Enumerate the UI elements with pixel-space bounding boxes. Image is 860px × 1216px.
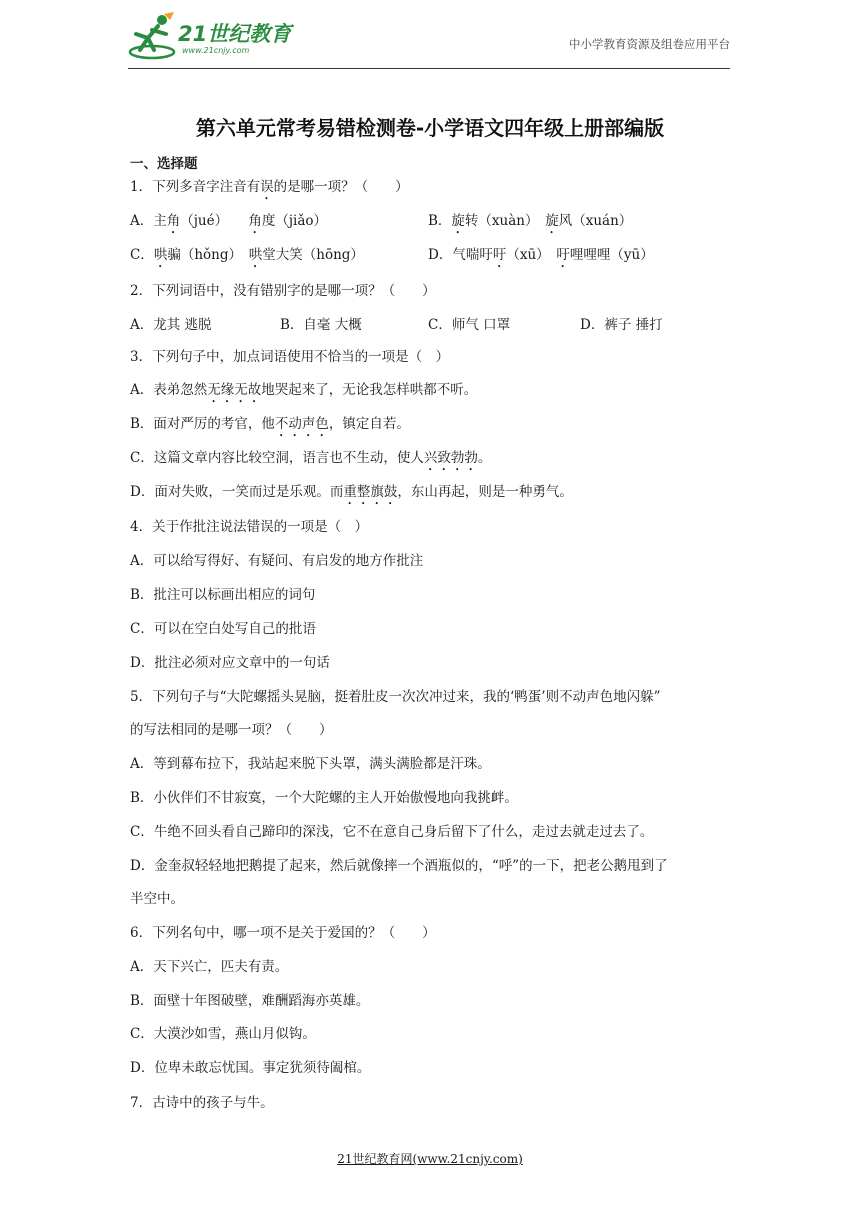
q2-option-a: A．龙其 逃脱 [130,317,212,333]
emphasized-phrase: 重整旗鼓 [343,484,398,500]
q5-option-c: C．牛绝不回头看自己蹄印的深浅，它不在意自己身后留下了什么，走过去就走过去了。 [130,824,654,840]
q2-option-c: C．师气 口罩 [428,317,511,333]
platform-label: 中小学教育资源及组卷应用平台 [569,37,730,51]
emphasized-phrase: 兴致勃勃 [423,450,478,466]
q2-stem: 2．下列词语中，没有错别字的是哪一项？（ ） [130,283,436,299]
q6-option-c: C．大漠沙如雪，燕山月似钩。 [130,1026,316,1042]
q2-option-b: B．自毫 大概 [280,317,362,333]
brand-logo[interactable] [128,12,303,64]
brand-name: 21世纪教育 [178,22,292,46]
q1-option-a: A．主角（jué） 角度（jiǎo） [130,213,328,229]
q1-stem: 1．下列多音字注音有误的是哪一项？（ ） [130,179,409,195]
q3-option-c: C．这篇文章内容比较空洞，语言也不生动，使人兴致勃勃。 [130,450,492,466]
q6-option-d: D．位卑未敢忘忧国。事定犹须待阖棺。 [130,1060,371,1076]
q5-option-b: B．小伙伴们不甘寂寞，一个大陀螺的主人开始傲慢地向我挑衅。 [130,790,518,806]
q4-option-a: A．可以给写得好、有疑问、有启发的地方作批注 [130,553,424,569]
q5-stem-line2: 的写法相同的是哪一项？（ ） [130,722,333,738]
q3-stem: 3．下列句子中，加点词语使用不恰当的一项是（ ） [130,349,450,365]
q1-option-b: B．旋转（xuàn） 旋风（xuán） [428,213,633,229]
q4-stem: 4．关于作批注说法错误的一项是（ ） [130,519,369,535]
q6-stem: 6．下列名句中，哪一项不是关于爱国的？（ ） [130,925,436,941]
page-header [128,10,730,69]
q4-option-b: B．批注可以标画出相应的词句 [130,587,316,603]
q3-option-b: B．面对严厉的考官，他不动声色，镇定自若。 [130,416,410,432]
q4-option-d: D．批注必须对应文章中的一句话 [130,655,330,671]
document-title: 第六单元常考易错检测卷-小学语文四年级上册部编版 [195,116,665,140]
q5-option-d-line2: 半空中。 [130,891,184,907]
runner-icon [128,12,178,60]
q6-option-b: B．面壁十年图破壁，难酬蹈海亦英雄。 [130,993,370,1009]
q3-option-d: D．面对失败，一笑而过是乐观。而重整旗鼓，东山再起，则是一种勇气。 [130,484,573,500]
section-heading: 一、选择题 [130,156,198,172]
q7-stem: 7．古诗中的孩子与牛。 [130,1095,274,1111]
q3-option-a: A．表弟忽然无缘无故地哭起来了，无论我怎样哄都不听。 [130,382,478,398]
q1-option-c: C．哄骗（hǒng） 哄堂大笑（hōng） [130,247,364,263]
q1-option-d: D．气喘吁吁（xū） 吁哩哩哩（yū） [428,247,654,263]
emphasized-phrase: 不动声色 [274,416,329,432]
footer-link[interactable]: 21世纪教育网(www.21cnjy.com) [337,1152,523,1166]
q5-option-a: A．等到幕布拉下，我站起来脱下头罩，满头满脸都是汗珠。 [130,756,491,772]
q5-stem-line1: 5．下列句子与“大陀螺摇头晃脑，挺着肚皮一次次冲过来，我的‘鸭蛋’则不动声色地闪躲” [130,689,661,705]
q4-option-c: C．可以在空白处写自己的批语 [130,621,316,637]
q6-option-a: A．天下兴亡，匹夫有责。 [130,959,289,975]
q2-option-d: D．裤子 捶打 [580,317,663,333]
q5-option-d-line1: D．金奎叔轻轻地把鹅提了起来，然后就像摔一个酒瓶似的，“呼”的一下，把老公鹅甩到了 [130,858,668,874]
brand-url: www.21cnjy.com [182,46,250,55]
emphasized-phrase: 无缘无故 [207,382,262,398]
